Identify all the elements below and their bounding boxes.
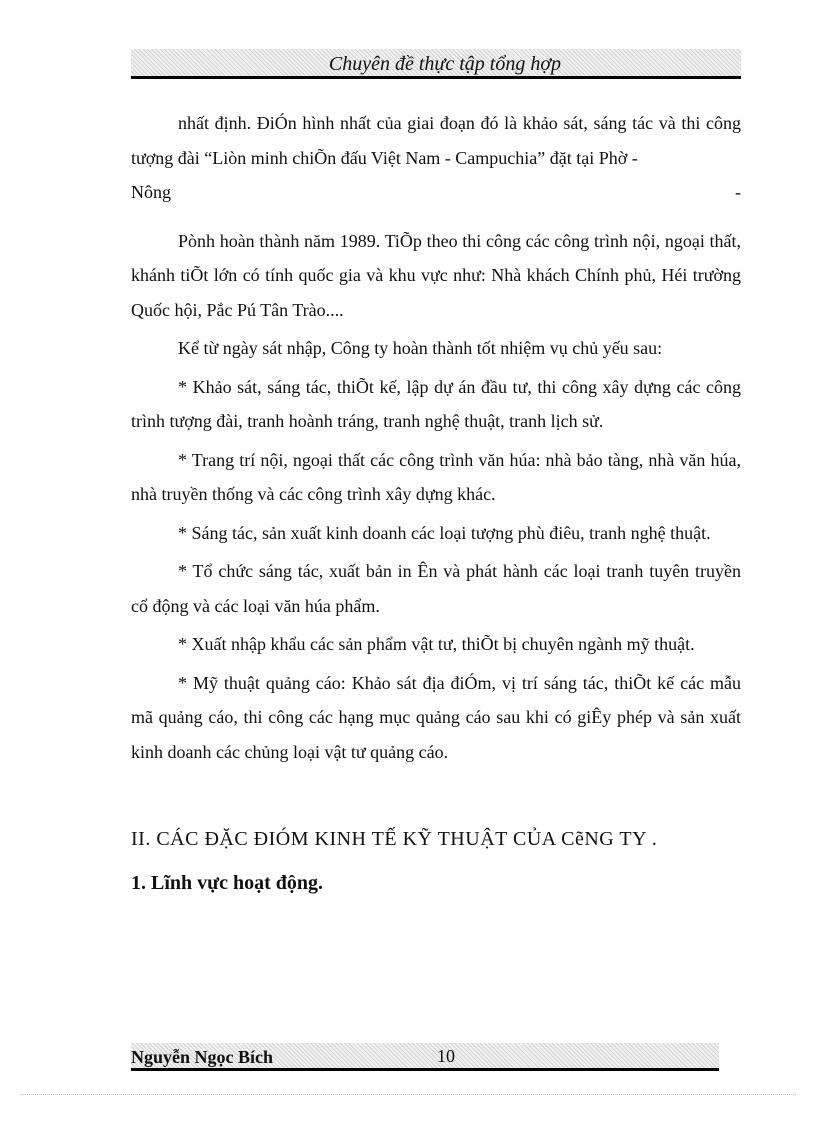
bullet-item-1: * Khảo sát, sáng tác, thiÕt kế, lập dự án đầu tư, thi công xây dựng các công trình tượng đài, tranh hoành tráng, tranh nghệ thuật, tranh lịch sử. bbox=[131, 376, 741, 431]
bullet-item-2: * Trang trí nội, ngoại thất các công trình văn húa: nhà bảo tàng, nhà văn húa, nhà truyền thống và các công trình xây dựng khác. bbox=[131, 449, 741, 504]
paragraph-1: nhất định. ĐiÓn hình nhất của giai đoạn đó là khảo sát, sáng tác và thi công tượng đài “Liòn minh chiÕn đấu Việt Nam - Campuchia” đặt tại Phờ - bbox=[131, 113, 741, 168]
bullet-item-3: * Sáng tác, sản xuất kinh doanh các loại tượng phù điêu, tranh nghệ thuật. bbox=[178, 522, 711, 543]
bullet-item-4: * Tổ chức sáng tác, xuất bản in Ên và phát hành các loại tranh tuyên truyền cổ động và các loại văn húa phẩm. bbox=[131, 561, 741, 616]
footer-author: Nguyễn Ngọc Bích bbox=[131, 1047, 274, 1067]
page-header bbox=[131, 49, 741, 79]
page-edge-divider bbox=[20, 1094, 796, 1095]
paragraph-2: Pònh hoàn thành năm 1989. TiÕp theo thi công các công trình nội, ngoại thất, khánh tiÕt lớn có tính quốc gia và khu vực như: Nhà khách Chính phủ, Héi trường Quốc hội, Pắc Pú Tân Trào.... bbox=[131, 230, 741, 320]
bullet-item-5: * Xuất nhập khẩu các sản phẩm vật tư, thiÕt bị chuyên ngành mỹ thuật. bbox=[178, 634, 695, 654]
bullet-item-6: * Mỹ thuật quảng cáo: Khảo sát địa điÓm, vị trí sáng tác, thiÕt kế các mẫu mã quảng cáo, thi công các hạng mục quảng cáo sau khi có giÊy phép và sản xuất kinh doanh các chủng loại vật tư quảng cáo. bbox=[131, 672, 741, 762]
paragraph-1-tail-right: - bbox=[735, 182, 741, 202]
page-number: 10 bbox=[437, 1046, 455, 1066]
body-text bbox=[131, 106, 741, 773]
header-title: Chuyên đề thực tập tổng hợp bbox=[328, 53, 561, 75]
paragraph-1-tail-left: Nông bbox=[131, 182, 171, 202]
page-footer bbox=[131, 1043, 719, 1071]
subsection-heading: 1. Lĩnh vực hoạt động. bbox=[131, 872, 324, 894]
paragraph-3: Kể từ ngày sát nhập, Công ty hoàn thành tốt nhiệm vụ chủ yếu sau: bbox=[178, 338, 663, 358]
section-heading: II. CÁC ĐẶC ĐIÓM KINH TẾ KỸ THUẬT CỦA CẽNG TY . bbox=[131, 828, 658, 850]
paragraph-1-tail bbox=[131, 175, 741, 210]
